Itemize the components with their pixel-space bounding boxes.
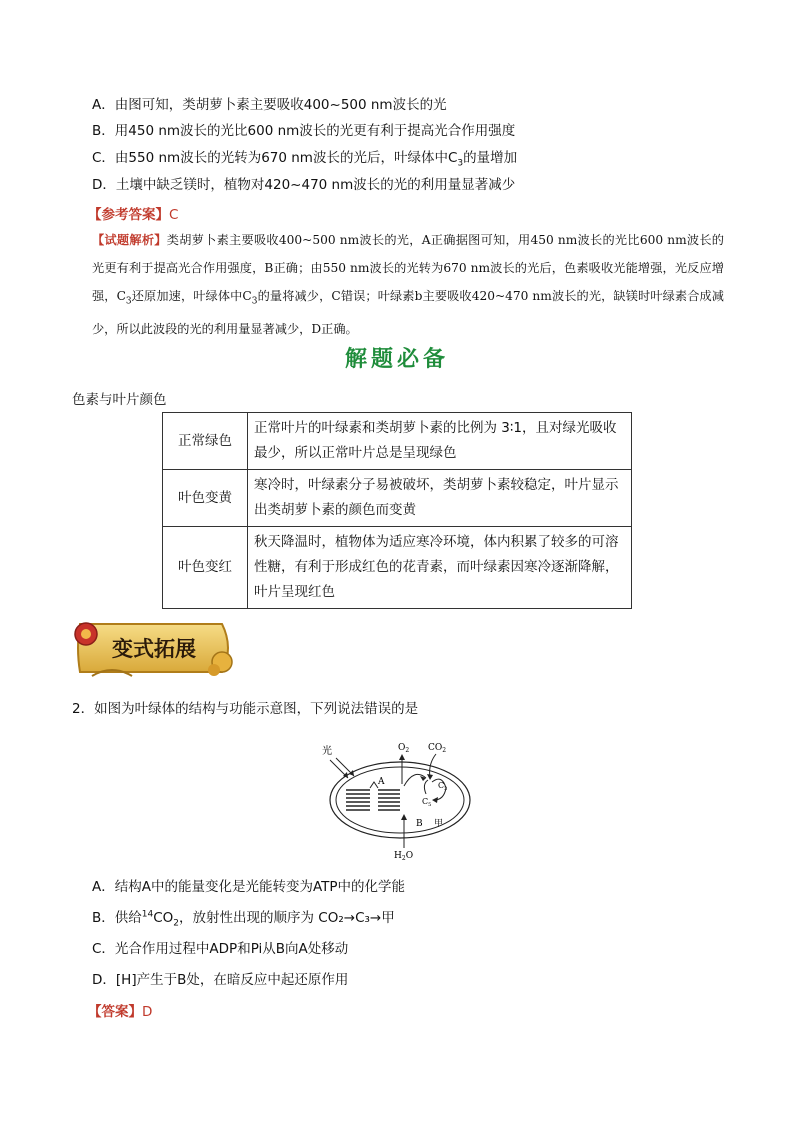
co2-text: CO — [428, 743, 443, 753]
label-c5 — [422, 797, 431, 808]
co2-sub: 2 — [442, 747, 447, 754]
q1-explanation — [92, 226, 724, 343]
answer-letter: D — [142, 1004, 153, 1020]
q2-option-a: A．结构A中的能量变化是光能转变为ATP中的化学能 — [92, 879, 406, 895]
q2-option-d: D．[H]产生于B处，在暗反应中起还原作用 — [92, 972, 349, 988]
explanation-part1: 类胡萝卜素主要吸收400~500 nm波长的光，A正确据图可知，用450 nm波长的光比600 nm波长的光更有利于提高光合作用强度，B正确；由550 nm波长的光转为670 nm波长的光后，色素吸收光能增强，光反应增强，C — [92, 233, 724, 303]
q1-option-a: A．由图可知，类胡萝卜素主要吸收400~500 nm波长的光 — [92, 97, 447, 113]
q2-option-b-sub: 2 — [173, 918, 180, 929]
h2o-tail: O — [405, 851, 414, 861]
banner-graphic — [72, 614, 238, 682]
label-b: B — [416, 819, 423, 829]
q2-option-b-tail: ，放射性出现的顺序为 CO₂→C₃→甲 — [179, 910, 395, 926]
table-value: 寒冷时，叶绿素分子易被破坏，类胡萝卜素较稳定，叶片显示出类胡萝卜素的颜色而变黄 — [248, 470, 632, 527]
answer-tag: 【参考答案】 — [88, 207, 169, 223]
banner-text: 变式拓展 — [112, 636, 196, 661]
q2-option-b-mid: CO — [153, 910, 174, 926]
c5-text: C — [422, 797, 429, 806]
q2-option-b — [92, 906, 395, 929]
q1-option-c-tail: 的量增加 — [463, 150, 518, 166]
label-co2 — [428, 743, 446, 754]
table-value: 秋天降温时，植物体为适应寒冷环境，体内积累了较多的可溶性糖，有利于形成红色的花青素，而叶绿素因寒冷逐渐降解，叶片呈现红色 — [248, 527, 632, 609]
explanation-sub2: 3 — [251, 296, 258, 307]
c3-sub: 3 — [444, 786, 448, 792]
c5-sub: 5 — [428, 802, 432, 808]
q2-answer — [88, 1000, 152, 1020]
variant-banner — [72, 614, 238, 682]
table-key: 叶色变黄 — [163, 470, 248, 527]
h2o-sub: 2 — [401, 855, 406, 862]
label-a: A — [378, 777, 385, 787]
pigment-table — [162, 412, 632, 609]
q1-option-c — [92, 149, 517, 173]
label-c3 — [438, 781, 447, 792]
q2-stem: 2．如图为叶绿体的结构与功能示意图，下列说法错误的是 — [72, 701, 419, 717]
label-h2o — [394, 851, 413, 862]
c3-text: C — [438, 781, 445, 790]
table-row — [163, 470, 632, 527]
q1-option-d: D．土壤中缺乏镁时，植物对420~470 nm波长的光的利用量显著减少 — [92, 177, 516, 193]
table-key: 正常绿色 — [163, 413, 248, 470]
q1-answer — [88, 203, 178, 223]
q1-option-c-sub: 3 — [457, 158, 464, 169]
o2-text: O — [398, 743, 406, 753]
chloroplast-diagram — [318, 738, 478, 862]
q1-option-b: B．用450 nm波长的光比600 nm波长的光更有利于提高光合作用强度 — [92, 123, 516, 139]
label-light: 光 — [322, 746, 332, 757]
section-title: 解题必备 — [344, 346, 449, 372]
explanation-sub1: 3 — [125, 296, 132, 307]
explanation-part2: 还原加速，叶绿体中C — [131, 289, 252, 303]
label-jia: 甲 — [434, 819, 444, 829]
chloroplast-svg — [318, 738, 478, 862]
table-value: 正常叶片的叶绿素和类胡萝卜素的比例为 3∶1，且对绿光吸收最少，所以正常叶片总是呈现绿色 — [248, 413, 632, 470]
q2-option-c: C．光合作用过程中ADP和Pi从B向A处移动 — [92, 941, 349, 957]
explanation-tag: 【试题解析】 — [92, 233, 167, 247]
answer-tag: 【答案】 — [88, 1004, 142, 1020]
table-title: 色素与叶片颜色 — [72, 392, 167, 408]
answer-letter: C — [169, 207, 179, 223]
label-o2 — [398, 743, 409, 754]
q2-option-b-sup: 14 — [141, 909, 154, 920]
q1-option-c-text: C．由550 nm波长的光转为670 nm波长的光后，叶绿体中C — [92, 150, 458, 166]
table-key: 叶色变红 — [163, 527, 248, 609]
q2-option-b-pre: B．供给 — [92, 910, 142, 926]
table-row — [163, 527, 632, 609]
o2-sub: 2 — [405, 747, 410, 754]
explanation-part3: 的量将减少，C错误；叶绿素b主要吸收420~470 nm波长的光，缺镁时叶绿素合成减少，所以此波段的光的利用量显著减少，D正确。 — [92, 289, 724, 337]
h2o-text: H — [394, 851, 402, 861]
table-row — [163, 413, 632, 470]
